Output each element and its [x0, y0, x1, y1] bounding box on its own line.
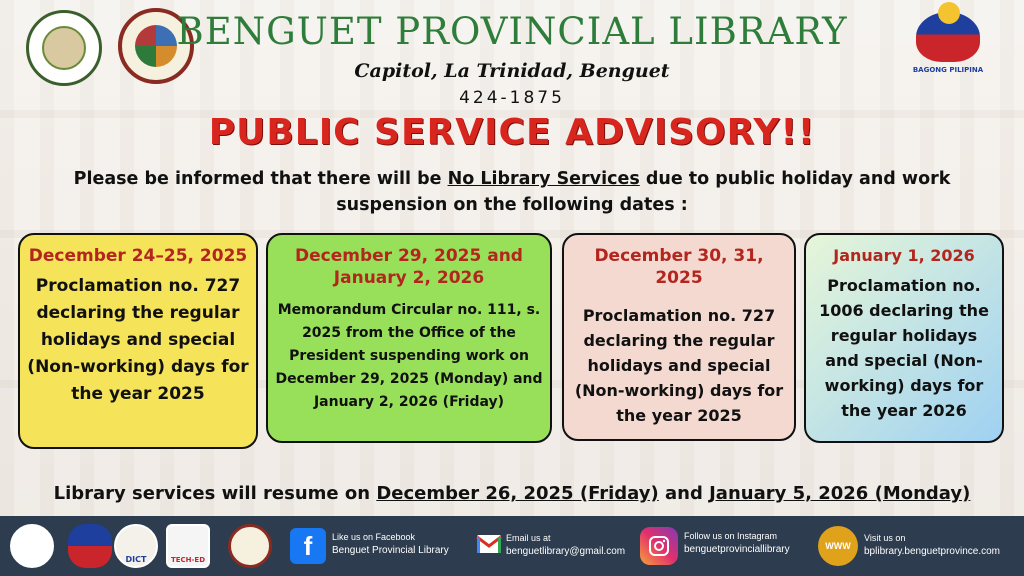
email-line1: Email us at [506, 533, 551, 543]
card-body: Proclamation no. 727 declaring the regular holidays and special (Non-working) days for the year 2025 [27, 276, 249, 404]
bagong-pilipina-label: BAGONG PILIPINA [912, 66, 984, 74]
holiday-card [266, 233, 552, 443]
intro-text-after: due to public holiday and work suspension on the following dates : [336, 169, 951, 215]
advisory-heading: PUBLIC SERVICE ADVISORY!! [208, 112, 816, 153]
intro-text-before: Please be informed that there will be [73, 169, 448, 189]
card-date: December 24–25, 2025 [28, 246, 248, 266]
intro-no-services: No Library Services [447, 169, 640, 189]
email-line2: benguetlibrary@gmail.com [506, 546, 626, 557]
resume-notice [0, 483, 1024, 504]
card-date: December 29, 2025 and January 2, 2026 [295, 246, 523, 288]
library-title: BENGUET PROVINCIAL LIBRARY [176, 10, 848, 53]
library-address: Capitol, La Trinidad, Benguet [354, 60, 670, 82]
facebook-line1: Like us on Facebook [332, 532, 416, 542]
facebook-line2: Benguet Provincial Library [332, 545, 449, 556]
teched-logo [166, 524, 210, 568]
card-date: January 1, 2026 [833, 246, 975, 265]
bagong-pilipina-logo [906, 12, 990, 92]
gmail-icon[interactable] [476, 530, 502, 558]
resume-date-1: December 26, 2025 (Friday) [376, 483, 659, 504]
instagram-icon[interactable] [640, 527, 678, 565]
www-globe-icon[interactable]: WWW [818, 526, 858, 566]
card-date: December 30, 31, 2025 [594, 246, 764, 288]
instagram-line2: benguetprovinciallibrary [684, 544, 790, 555]
province-seal-small-logo [10, 524, 54, 568]
web-line2: bplibrary.benguetprovince.com [864, 546, 1001, 557]
resume-date-2: January 5, 2026 (Monday) [709, 483, 971, 504]
holiday-card [18, 233, 258, 449]
card-body: Memorandum Circular no. 111, s. 2025 from the Office of the President suspending work on December 29, 2025 (Monday) and January 2, 2026 (Friday) [275, 302, 543, 410]
facebook-info [332, 531, 449, 557]
bagong-pilipina-small-logo [68, 524, 112, 568]
footer-bar [0, 516, 1024, 576]
instagram-info [684, 530, 790, 556]
holiday-card [804, 233, 1004, 443]
web-info [864, 532, 1000, 558]
web-line1: Visit us on [864, 533, 906, 543]
instagram-line1: Follow us on Instagram [684, 531, 778, 541]
card-body: Proclamation no. 727 declaring the regular holidays and special (Non-working) days for the year 2025 [574, 306, 784, 425]
advisory-intro [40, 166, 984, 218]
holiday-card [562, 233, 796, 441]
teched-label: TECH-ED [170, 556, 206, 564]
dict-logo [114, 524, 158, 568]
library-seal-small-logo [228, 524, 272, 568]
dict-label: DICT [125, 555, 147, 564]
card-body: Proclamation no. 1006 declaring the regular holidays and special (Non-working) days for the year 2026 [819, 276, 989, 420]
email-info [506, 532, 625, 558]
resume-text-middle: and [658, 483, 710, 504]
library-phone: 424-1875 [459, 88, 565, 108]
resume-text-before: Library services will resume on [53, 483, 377, 504]
facebook-icon[interactable]: f [290, 528, 326, 564]
